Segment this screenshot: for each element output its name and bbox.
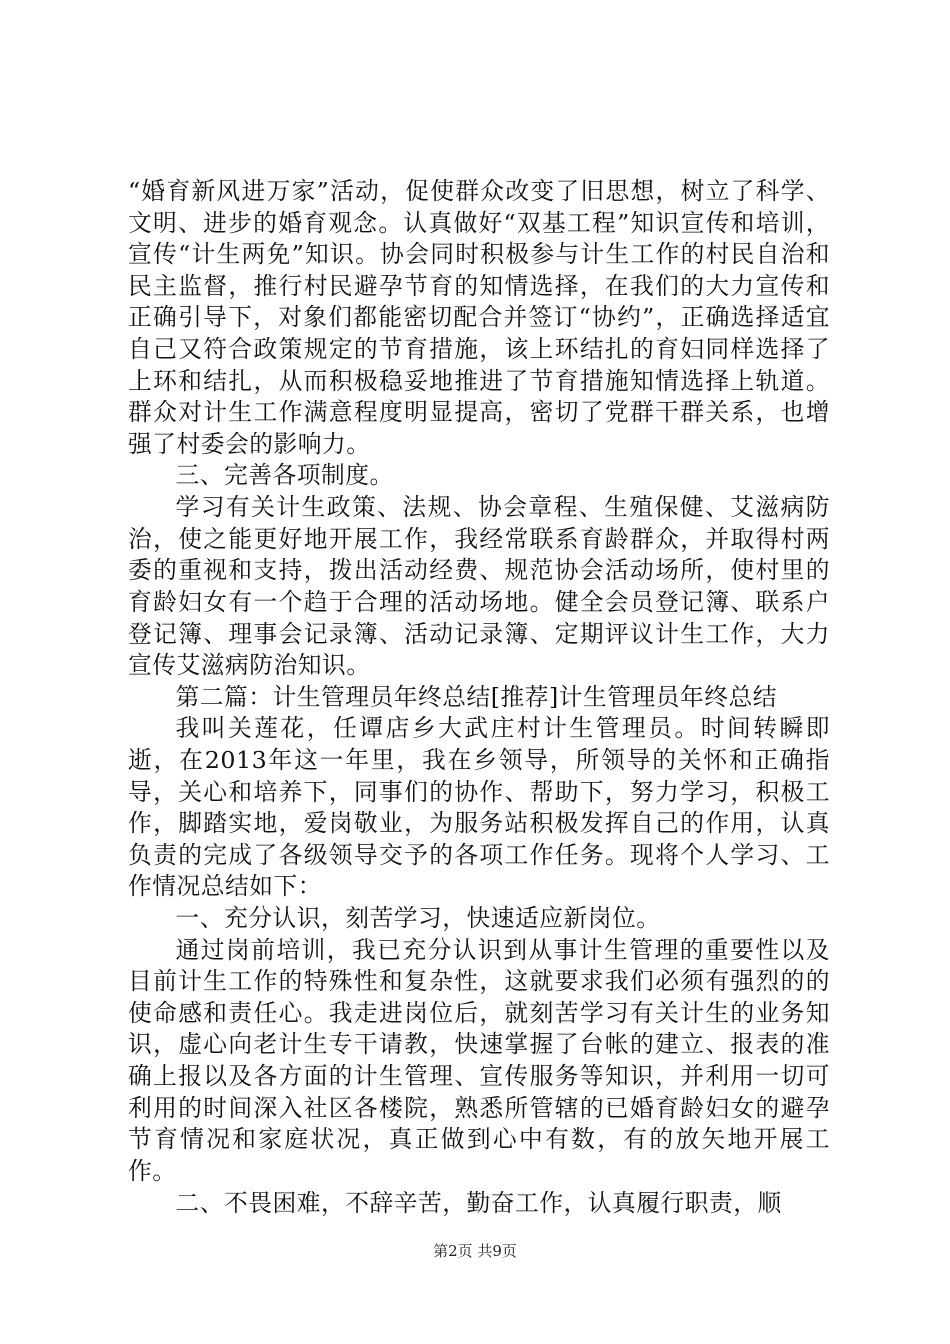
paragraph: “婚育新风进万家”活动，促使群众改变了旧思想，树立了科学、文明、进步的婚育观念。认真做好“双基工程”知识宣传和培训，宣传“计生两免”知识。协会同时积极参与计生工作的村民自治和民主监督，推行村民避孕节育的知情选择，在我们的大力宣传和正确引导下，对象们都能密切配合并签订“协约”，正确选择适宜自己又符合政策规定的节育措施，该上环结扎的育妇同样选择了上环和结扎，从而积极稳妥地推进了节育措施知情选择上轨道。群众对计生工作满意程度明显提高，密切了党群干群关系，也增强了村委会的影响力。 xyxy=(128,177,830,458)
paragraph: 学习有关计生政策、法规、协会章程、生殖保健、艾滋病防治，使之能更好地开展工作，我经常联系育龄群众，并取得村两委的重视和支持，拨出活动经费、规范协会活动场所，使村里的育龄妇女有一个趋于合理的活动场地。健全会员登记簿、联系户登记簿、理事会记录簿、活动记录簿、定期评议计生工作，大力宣传艾滋病防治知识。 xyxy=(128,493,830,680)
page-number-footer: 第2页 共9页 xyxy=(433,1242,517,1260)
chapter-heading: 第二篇：计生管理员年终总结[推荐]计生管理员年终总结 xyxy=(175,682,778,711)
paragraph: 我叫关莲花，任谭店乡大武庄村计生管理员。时间转瞬即逝，在2013年这一年里，我在乡领导，所领导的关怀和正确指导，关心和培养下，同事们的协作、帮助下，努力学习，积极工作，脚踏实地，爱岗敬业，为服务站积极发挥自己的作用，认真负责的完成了各级领导交予的各项工作任务。现将个人学习、工作情况总结如下： xyxy=(128,714,830,901)
document-body xyxy=(128,176,830,1219)
paragraph: 通过岗前培训，我已充分认识到从事计生管理的重要性以及目前计生工作的特殊性和复杂性，这就要求我们必须有强烈的的使命感和责任心。我走进岗位后，就刻苦学习有关计生的业务知识，虚心向老计生专干请教，快速掌握了台帐的建立、报表的准确上报以及各方面的计生管理、宣传服务等知识，并利用一切可利用的时间深入社区各楼院，熟悉所管辖的已婚育龄妇女的避孕节育情况和家庭状况，真正做到心中有数，有的放矢地开展工作。 xyxy=(128,935,830,1185)
section-heading: 三、完善各项制度。 xyxy=(175,461,394,490)
paragraph: 二、不畏困难，不辞辛苦，勤奋工作，认真履行职责，顺 xyxy=(175,1188,782,1217)
section-heading: 一、充分认识，刻苦学习，快速适应新岗位。 xyxy=(175,904,661,933)
